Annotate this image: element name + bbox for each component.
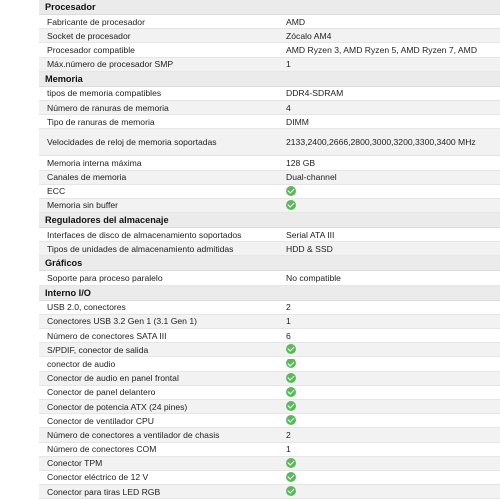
spec-label: Canales de memoria [47, 172, 127, 183]
spec-row [39, 15, 500, 29]
checkmark-icon [286, 415, 296, 425]
spec-value [286, 401, 500, 412]
section-header: Reguladores del almacenaje [39, 213, 500, 228]
spec-value: 4 [286, 102, 291, 113]
spec-value: DIMM [286, 116, 309, 127]
spec-row [39, 457, 500, 471]
spec-value: 2 [286, 429, 291, 440]
spec-label: Conector de potencia ATX (24 pines) [47, 401, 188, 412]
spec-label: USB 2.0, conectores [47, 302, 126, 313]
spec-row [39, 242, 500, 256]
spec-label: Conector eléctrico de 12 V [47, 472, 149, 483]
spec-label: Tipo de ranuras de memoria [47, 116, 155, 127]
spec-label: Velocidades de reloj de memoria soportadas [47, 137, 217, 148]
spec-label: Máx.número de procesador SMP [47, 59, 174, 70]
spec-value: AMD [286, 16, 306, 27]
spec-row [39, 485, 500, 499]
checkmark-icon [286, 186, 296, 196]
spec-row [39, 329, 500, 343]
spec-row [39, 58, 500, 72]
spec-label: Conectores USB 3.2 Gen 1 (3.1 Gen 1) [47, 316, 197, 327]
spec-value [286, 186, 500, 197]
spec-value [286, 344, 500, 355]
spec-row [39, 357, 500, 371]
spec-row [39, 471, 500, 485]
spec-value [286, 373, 500, 384]
checkmark-icon [286, 486, 296, 496]
spec-row [39, 343, 500, 357]
spec-label: Número de conectores a ventilador de chasis [47, 429, 220, 440]
spec-row [39, 400, 500, 414]
spec-label: Socket de procesador [47, 30, 131, 41]
spec-value: 1 [286, 444, 291, 455]
section-header: Procesador [39, 0, 500, 15]
section-header: Gráficos [39, 256, 500, 271]
spec-value: 1 [286, 316, 291, 327]
section-header: Interno I/O [39, 286, 500, 301]
spec-row [39, 87, 500, 101]
spec-label: Procesador compatible [47, 44, 135, 55]
spec-value [286, 387, 500, 398]
checkmark-icon [286, 373, 296, 383]
spec-label: ECC [47, 186, 66, 197]
spec-label: Conector TPM [47, 458, 103, 469]
spec-value [286, 472, 500, 483]
spec-value: DDR4-SDRAM [286, 88, 344, 99]
spec-label: Número de conectores SATA III [47, 330, 167, 341]
spec-value: No compatible [286, 273, 341, 284]
spec-row [39, 199, 500, 213]
spec-label: Conector para tiras LED RGB [47, 486, 161, 497]
spec-label: Interfaces de disco de almacenamiento soportados [47, 229, 242, 240]
spec-value [286, 359, 500, 370]
spec-label: S/PDIF, conector de salida [47, 344, 149, 355]
spec-value [286, 415, 500, 426]
spec-label: Conector de panel delantero [47, 387, 156, 398]
section-header: Memoria [39, 72, 500, 87]
spec-row [39, 101, 500, 115]
checkmark-icon [286, 458, 296, 468]
spec-label: Tipos de unidades de almacenamiento admitidas [47, 243, 234, 254]
spec-row [39, 185, 500, 199]
spec-value [286, 200, 500, 211]
spec-value: Serial ATA III [286, 229, 335, 240]
spec-row [39, 29, 500, 43]
spec-value: 6 [286, 330, 291, 341]
checkmark-icon [286, 387, 296, 397]
checkmark-icon [286, 344, 296, 354]
spec-value [286, 486, 500, 497]
checkmark-icon [286, 200, 296, 210]
spec-label: Memoria sin buffer [47, 200, 119, 211]
spec-row [39, 271, 500, 285]
spec-value: 2133,2400,2666,2800,3000,3200,3300,3400 MHz [286, 137, 476, 148]
spec-row [39, 414, 500, 428]
spec-value: HDD & SSD [286, 243, 333, 254]
spec-label: Soporte para proceso paralelo [47, 273, 163, 284]
spec-value: 128 GB [286, 157, 316, 168]
spec-value: 2 [286, 302, 291, 313]
spec-row [39, 171, 500, 185]
spec-label: conector de audio [47, 358, 116, 369]
spec-value: AMD Ryzen 3, AMD Ryzen 5, AMD Ryzen 7, AMD [286, 44, 478, 55]
spec-row [39, 301, 500, 315]
spec-row [39, 129, 500, 156]
spec-row [39, 386, 500, 400]
spec-label: Memoria interna máxima [47, 157, 142, 168]
spec-row [39, 43, 500, 57]
spec-value [286, 458, 500, 469]
spec-label: Fabricante de procesador [47, 16, 145, 27]
spec-row [39, 443, 500, 457]
spec-value: Dual-channel [286, 172, 337, 183]
checkmark-icon [286, 359, 296, 369]
spec-value: 1 [286, 59, 291, 70]
spec-row [39, 228, 500, 242]
spec-row [39, 428, 500, 442]
spec-row [39, 315, 500, 329]
specifications-table [39, 0, 500, 499]
spec-row [39, 115, 500, 129]
spec-label: Número de ranuras de memoria [47, 102, 169, 113]
checkmark-icon [286, 472, 296, 482]
spec-row [39, 156, 500, 170]
checkmark-icon [286, 401, 296, 411]
spec-label: tipos de memoria compatibles [47, 88, 162, 99]
spec-row [39, 372, 500, 386]
spec-label: Conector de ventilador CPU [47, 415, 154, 426]
spec-label: Conector de audio en panel frontal [47, 373, 179, 384]
spec-value: Zócalo AM4 [286, 30, 332, 41]
spec-label: Número de conectores COM [47, 444, 157, 455]
